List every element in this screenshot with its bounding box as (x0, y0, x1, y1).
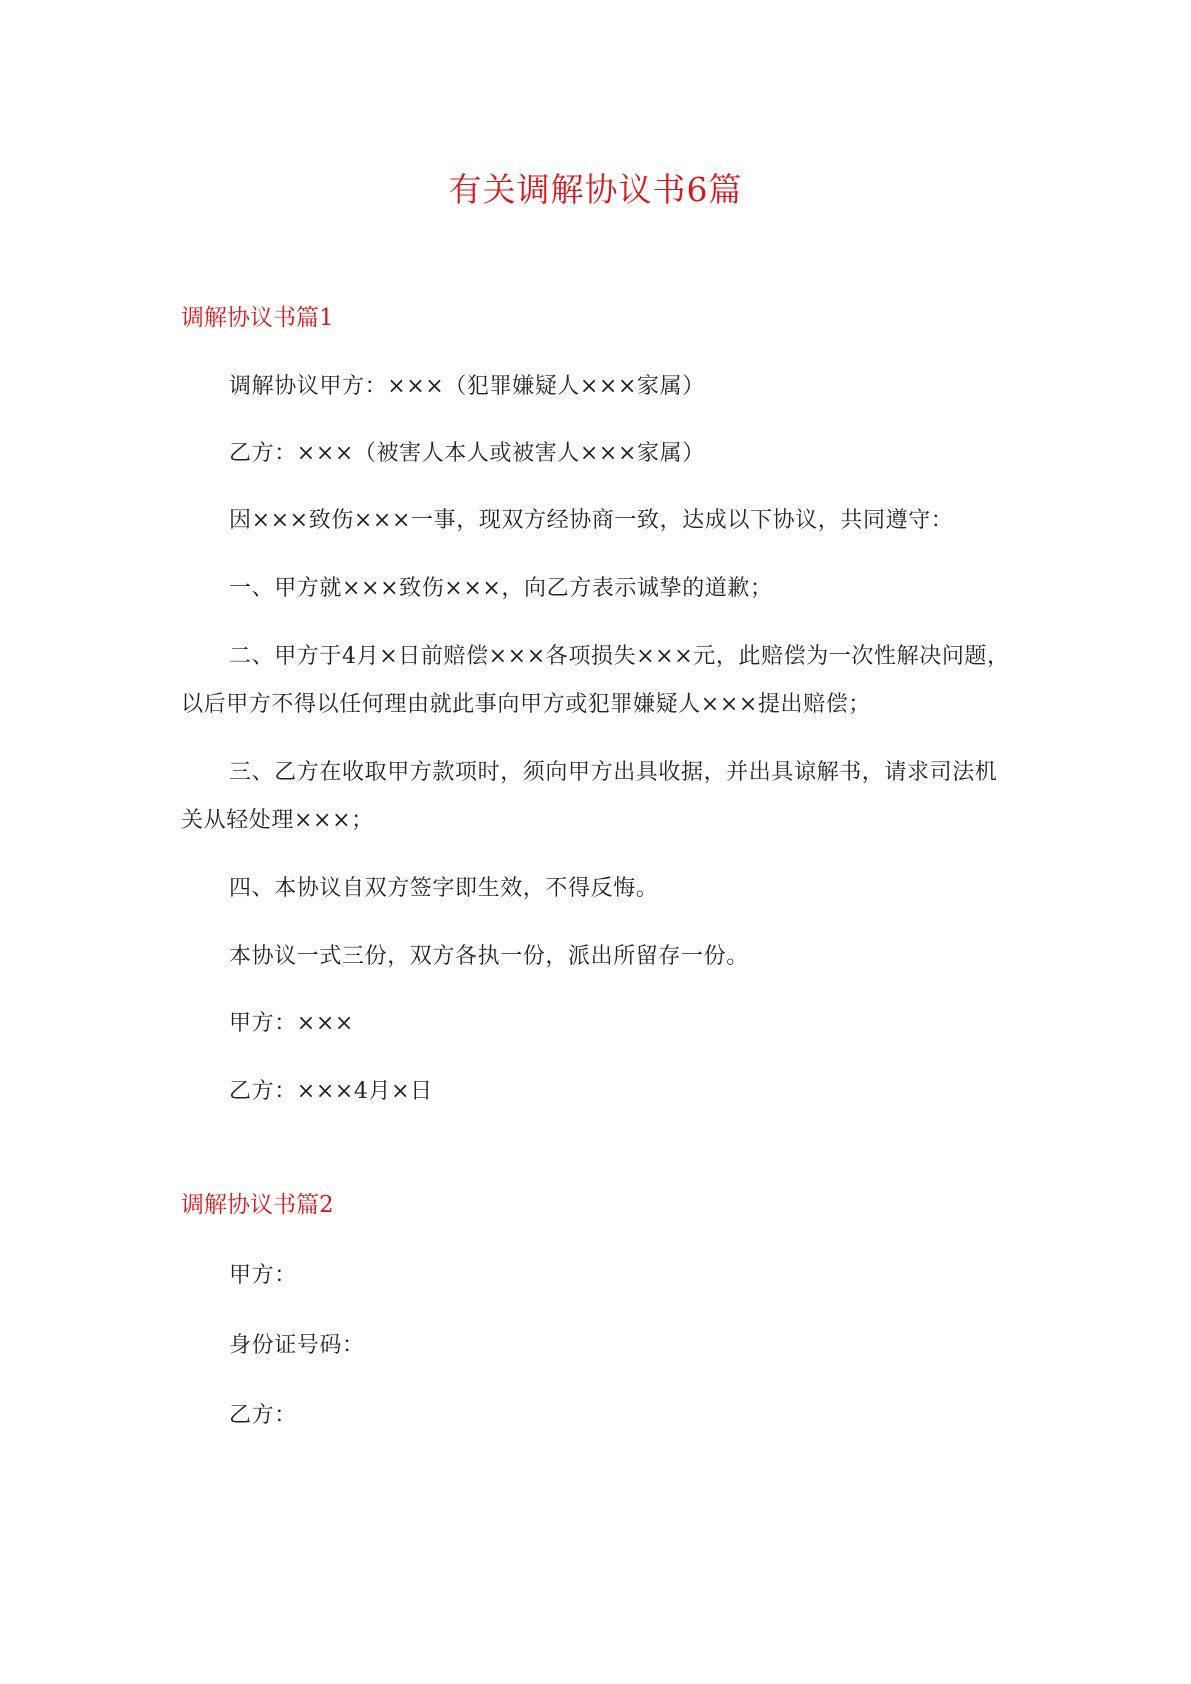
copies-paragraph: 本协议一式三份，双方各执一份，派出所留存一份。 (229, 944, 749, 969)
clause-1-paragraph: 一、甲方就×××致伤×××，向乙方表示诚挚的道歉； (229, 576, 773, 601)
clause-4-paragraph: 四、本协议自双方签字即生效，不得反悔。 (229, 876, 659, 901)
document-title: 有关调解协议书6篇 (448, 170, 743, 209)
party-a-field: 甲方： (229, 1263, 297, 1288)
section-heading-2: 调解协议书篇2 (181, 1192, 334, 1218)
party-b-line: 乙方：×××（被害人本人或被害人×××家属） (229, 441, 705, 466)
clause-2-paragraph: 二、甲方于4月×日前赔偿×××各项损失×××元，此赔偿为一次性解决问题，以后甲方不得以任何理由就此事向甲方或犯罪嫌疑人×××提出赔偿； (181, 644, 1010, 717)
id-number-field: 身份证号码： (229, 1333, 365, 1358)
clause-3-paragraph: 三、乙方在收取甲方款项时，须向甲方出具收据，并出具谅解书，请求司法机关从轻处理×××； (181, 760, 998, 833)
party-a-line: 调解协议甲方：×××（犯罪嫌疑人×××家属） (229, 374, 705, 399)
preamble-paragraph: 因×××致伤×××一事，现双方经协商一致，达成以下协议，共同遵守： (229, 508, 954, 533)
section-heading-1: 调解协议书篇1 (181, 305, 334, 331)
signature-party-a: 甲方：××× (229, 1011, 354, 1036)
signature-party-b-date: 乙方：×××4月×日 (229, 1079, 433, 1104)
party-b-field: 乙方： (229, 1403, 297, 1428)
